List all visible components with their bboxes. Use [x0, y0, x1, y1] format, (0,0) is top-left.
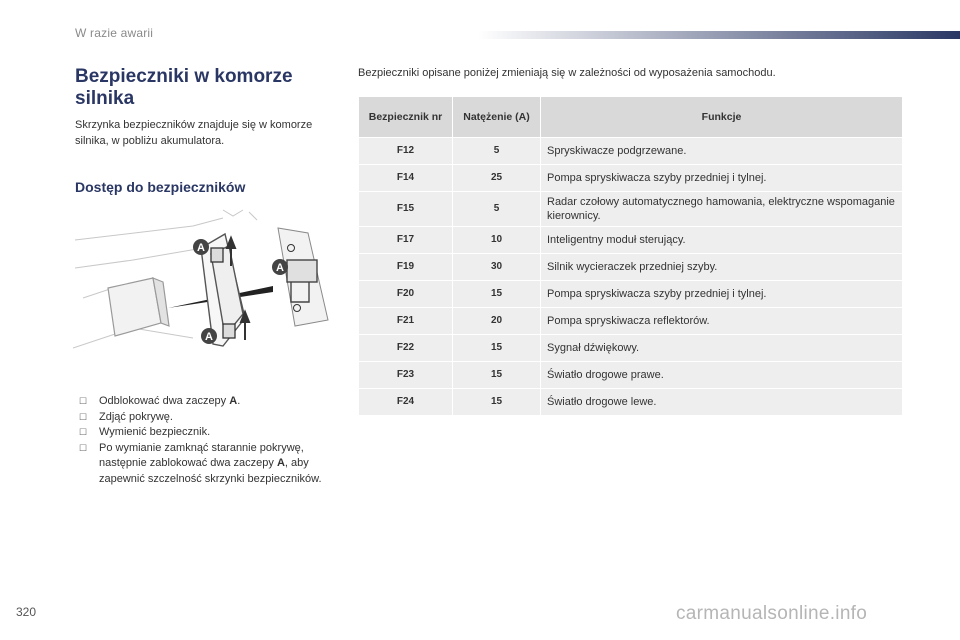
- svg-text:A: A: [276, 262, 284, 274]
- table-row: [359, 254, 903, 281]
- instruction-list: [75, 394, 345, 488]
- fuse-amperage: 10: [453, 227, 541, 254]
- fuse-amperage: 30: [453, 254, 541, 281]
- table-header-row: [359, 97, 903, 138]
- fuse-function: Silnik wycieraczek przedniej szyby.: [541, 254, 903, 281]
- table-note: Bezpieczniki opisane poniżej zmieniają się w zależności od wyposażenia samochodu.: [358, 67, 776, 79]
- fuse-amperage: 15: [453, 335, 541, 362]
- col-header-fuse: Bezpiecznik nr: [359, 97, 453, 138]
- col-header-current: Natężenie (A): [453, 97, 541, 138]
- checkbox-bullet-icon: ☐: [79, 442, 88, 453]
- header-decoration-bar: [478, 31, 960, 39]
- list-item: [75, 410, 345, 426]
- fuse-number: F21: [359, 308, 453, 335]
- page-number: 320: [16, 605, 37, 619]
- fuse-number: F22: [359, 335, 453, 362]
- table-row: [359, 138, 903, 165]
- fuse-number: F20: [359, 281, 453, 308]
- fuse-amperage: 15: [453, 389, 541, 416]
- fuse-table: [358, 96, 903, 416]
- fuse-function: Pompa spryskiwacza reflektorów.: [541, 308, 903, 335]
- fuse-amperage: 5: [453, 192, 541, 227]
- fuse-amperage: 15: [453, 362, 541, 389]
- fuse-function: Spryskiwacze podgrzewane.: [541, 138, 903, 165]
- fuse-amperage: 25: [453, 165, 541, 192]
- section-header: W razie awarii: [75, 26, 154, 40]
- checkbox-bullet-icon: ☐: [79, 396, 88, 406]
- col-header-functions: Funkcje: [541, 97, 903, 138]
- list-item: [75, 425, 345, 441]
- fuse-number: F23: [359, 362, 453, 389]
- table-row: [359, 281, 903, 308]
- fuse-function: Światło drogowe prawe.: [541, 362, 903, 389]
- fuse-number: F12: [359, 138, 453, 165]
- step-text: Wymienić bezpiecznik.: [99, 426, 211, 439]
- fuse-amperage: 15: [453, 281, 541, 308]
- table-row: [359, 227, 903, 254]
- page-title: Bezpieczniki w komorze silnika: [75, 66, 293, 109]
- fuse-function: Światło drogowe lewe.: [541, 389, 903, 416]
- fuse-number: F24: [359, 389, 453, 416]
- fuse-function: Radar czołowy automatycznego hamowania, elektryczne wspomaganie kierownicy.: [541, 192, 903, 227]
- table-row: [359, 362, 903, 389]
- fuse-function: Pompa spryskiwacza szyby przedniej i tylnej.: [541, 281, 903, 308]
- step-text: Zdjąć pokrywę.: [99, 410, 173, 423]
- fuse-number: F15: [359, 192, 453, 227]
- watermark: carmanualsonline.info: [676, 603, 868, 624]
- table-row: [359, 165, 903, 192]
- list-item: [75, 394, 345, 410]
- step-text-after: , aby zapewnić szczelność skrzynki bezpieczników.: [99, 457, 322, 485]
- section-subtitle: Dostęp do bezpieczników: [75, 179, 246, 195]
- table-row: [359, 308, 903, 335]
- step-bold: A: [229, 395, 238, 407]
- list-item: [75, 441, 345, 488]
- fuse-number: F17: [359, 227, 453, 254]
- fuse-function: Sygnał dźwiękowy.: [541, 335, 903, 362]
- checkbox-bullet-icon: ☐: [79, 427, 88, 438]
- table-row: [359, 335, 903, 362]
- step-bold: A: [276, 457, 285, 470]
- table-row: [359, 192, 903, 227]
- svg-text:A: A: [205, 331, 213, 343]
- fuse-amperage: 20: [453, 308, 541, 335]
- svg-text:A: A: [197, 242, 205, 254]
- fusebox-diagram: [73, 208, 335, 360]
- table-row: [359, 389, 903, 416]
- fuse-amperage: 5: [453, 138, 541, 165]
- checkbox-bullet-icon: ☐: [79, 411, 88, 422]
- fuse-number: F14: [359, 165, 453, 192]
- step-text: Odblokować dwa zaczepy: [99, 395, 230, 407]
- fuse-function: Pompa spryskiwacza szyby przedniej i tylnej.: [541, 165, 903, 192]
- step-text-after: .: [237, 395, 241, 407]
- intro-text: Skrzynka bezpieczników znajduje się w komorze silnika, w pobliżu akumulatora.: [75, 119, 313, 147]
- fuse-number: F19: [359, 254, 453, 281]
- step-text: Po wymianie zamknąć starannie pokrywę, następnie zablokować dwa zaczepy: [99, 441, 304, 470]
- fuse-function: Inteligentny moduł sterujący.: [541, 227, 903, 254]
